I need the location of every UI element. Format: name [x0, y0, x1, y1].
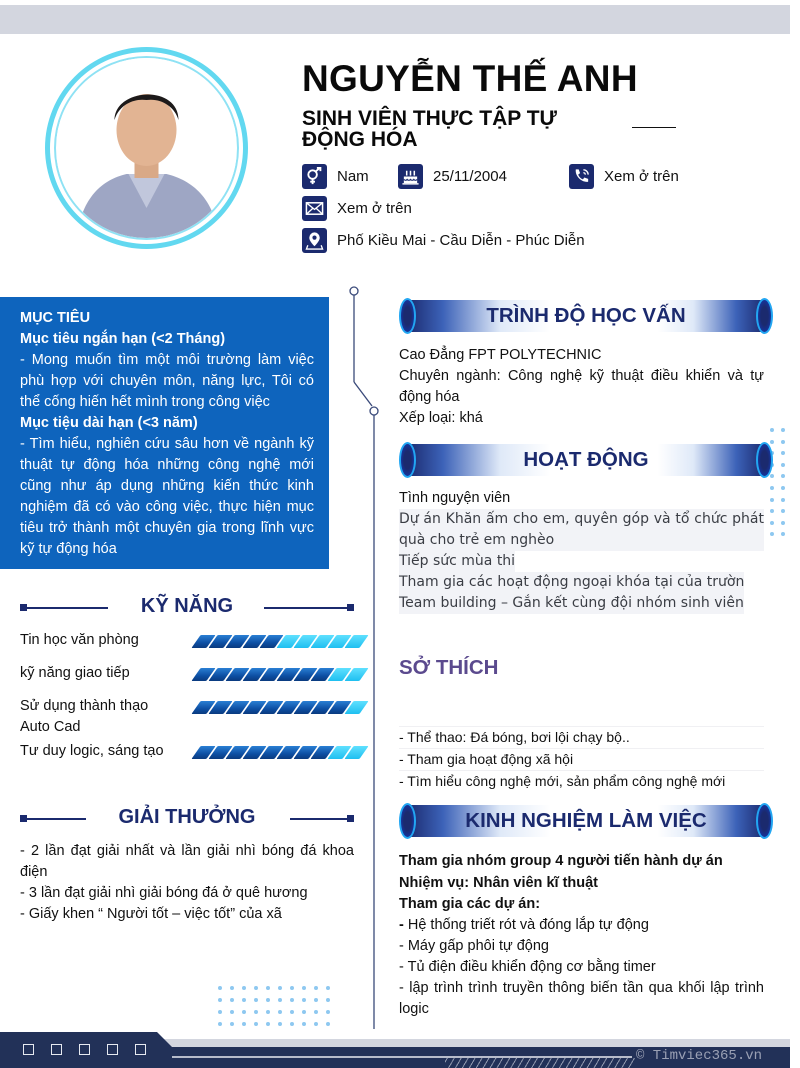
decorative-dot — [266, 986, 270, 990]
footer-hatch — [445, 1058, 635, 1068]
decorative-dot — [254, 986, 258, 990]
address-value: Phố Kiều Mai - Cầu Diễn - Phúc Diễn — [337, 232, 585, 249]
decorative-dot — [770, 521, 774, 525]
objective-long-heading: Mục tiệu dài hạn (<3 năm) — [20, 415, 198, 431]
decorative-dot — [781, 486, 785, 490]
footer-square — [135, 1044, 146, 1055]
decorative-dot — [218, 986, 222, 990]
skill-label: Tư duy logic, sáng tạo — [20, 743, 164, 759]
email-value: Xem ở trên — [337, 200, 412, 217]
awards-list — [20, 841, 354, 925]
candidate-name: NGUYỄN THẾ ANH — [302, 58, 638, 99]
decorative-dot — [278, 1010, 282, 1014]
activity-item: Tham gia các hoạt động ngoại khóa tại của trườn — [399, 572, 744, 593]
decorative-dot — [770, 509, 774, 513]
experience-project: - Máy gấp phôi tự động — [399, 938, 549, 954]
decorative-dot — [781, 474, 785, 478]
education-major: Chuyên ngành: Công nghệ kỹ thuật điều khiển và tự động hóa — [399, 368, 764, 405]
objective-heading: MỤC TIÊU — [20, 310, 91, 326]
experience-body — [399, 850, 764, 1020]
decorative-dot — [781, 463, 785, 467]
decorative-dot — [278, 1022, 282, 1026]
footer-square — [51, 1044, 62, 1055]
skill-bar — [196, 668, 364, 681]
skill-label: Tin học văn phòng — [20, 632, 139, 648]
decorative-dot — [302, 1010, 306, 1014]
footer-square — [79, 1044, 90, 1055]
decorative-dot — [314, 998, 318, 1002]
activity-item: Dự án Khăn ấm cho em, quyên góp và tổ chức phát quà cho trẻ em nghèo — [399, 509, 764, 551]
decorative-dot — [302, 998, 306, 1002]
decorative-dot — [278, 986, 282, 990]
education-school: Cao Đẳng FPT POLYTECHNIC — [399, 347, 602, 363]
footer-square — [23, 1044, 34, 1055]
skill-bar — [196, 635, 364, 648]
decorative-dot — [266, 1010, 270, 1014]
experience-project: - Tủ điện điều khiển động cơ bằng timer — [399, 959, 656, 975]
skill-label: kỹ năng giao tiếp — [20, 665, 130, 681]
decorative-dot — [290, 1010, 294, 1014]
gender-icon — [302, 164, 327, 189]
info-phone — [569, 164, 679, 189]
decorative-dot — [254, 1010, 258, 1014]
footer-accent — [150, 1039, 790, 1047]
decorative-dot — [326, 1010, 330, 1014]
phone-icon — [569, 164, 594, 189]
info-address — [302, 228, 585, 253]
decorative-dot — [278, 998, 282, 1002]
decorative-dot-grid — [218, 986, 330, 1026]
decorative-dot — [218, 1010, 222, 1014]
experience-banner — [399, 803, 773, 839]
experience-lead: Tham gia nhóm group 4 người tiến hành dự án — [399, 853, 723, 869]
skill-label: Sử dụng thành thạo Auto Cad — [20, 698, 149, 735]
hobby-item: - Tham gia hoạt động xã hội — [399, 748, 764, 770]
skill-bar — [196, 701, 364, 714]
footer-squares — [23, 1044, 146, 1055]
skill-bar — [196, 746, 364, 759]
decorative-dot — [770, 532, 774, 536]
decorative-dot — [242, 986, 246, 990]
decorative-dot — [781, 440, 785, 444]
decorative-dot — [290, 986, 294, 990]
info-gender — [302, 164, 369, 189]
education-rank: Xếp loại: khá — [399, 410, 483, 426]
decorative-dot — [781, 509, 785, 513]
activity-role: Tình nguyện viên — [399, 490, 511, 506]
decorative-dot — [242, 1010, 246, 1014]
birthday-cake-icon — [398, 164, 423, 189]
decorative-dot — [230, 1010, 234, 1014]
decorative-dot — [218, 998, 222, 1002]
experience-duty: Nhiệm vụ: Nhân viên kĩ thuật — [399, 875, 598, 891]
hobby-item: - Thể thao: Đá bóng, bơi lội chạy bộ.. — [399, 726, 764, 748]
awards-header — [20, 806, 354, 832]
activities-body — [399, 488, 764, 614]
decorative-dot — [781, 498, 785, 502]
decorative-dot — [770, 428, 774, 432]
decorative-dot — [314, 1010, 318, 1014]
activity-item: Team building – Gắn kết cùng đội nhóm sinh viên — [399, 593, 744, 614]
decorative-dot — [242, 1022, 246, 1026]
award-item: - 3 lần đạt giải nhì giải bóng đá ở quê hương — [20, 885, 308, 901]
award-item: - 2 lần đạt giải nhất và lần giải nhì bóng đá khoa điện — [20, 843, 354, 880]
decorative-dot — [770, 486, 774, 490]
decorative-dot — [302, 1022, 306, 1026]
experience-projects-heading: Tham gia các dự án: — [399, 896, 541, 912]
activities-title: HOẠT ĐỘNG — [523, 448, 649, 471]
top-band — [0, 5, 790, 34]
decorative-dot — [230, 1022, 234, 1026]
hobby-item: - Tìm hiểu công nghệ mới, sản phẩm công nghệ mới — [399, 770, 764, 792]
skills-title: KỸ NĂNG — [140, 595, 234, 617]
decorative-dot — [254, 998, 258, 1002]
decorative-dot — [314, 1022, 318, 1026]
objective-long-text: - Tìm hiểu, nghiên cứu sâu hơn về ngành kỹ thuật tự động hóa những công nghệ mới cũng như áp dụng những kiến thức kinh nghiệm đã có vào công việc, thực hiện mục tiêu trở thành một chuyên gia trong lĩnh vực kỹ tự động hóa — [20, 436, 314, 557]
awards-title: GIẢI THƯỞNG — [118, 806, 256, 828]
education-banner — [399, 298, 773, 334]
experience-project: - Hệ thống triết rót và đóng lắp tự động — [399, 917, 649, 933]
gender-value: Nam — [337, 168, 369, 185]
decorative-dot — [770, 498, 774, 502]
phone-value: Xem ở trên — [604, 168, 679, 185]
decorative-dot — [326, 986, 330, 990]
skills-header — [20, 595, 354, 621]
location-pin-icon — [302, 228, 327, 253]
decorative-dot — [254, 1022, 258, 1026]
decorative-dot — [326, 998, 330, 1002]
decorative-dot — [242, 998, 246, 1002]
decorative-dot — [290, 998, 294, 1002]
decorative-dot — [781, 521, 785, 525]
decorative-dot — [326, 1022, 330, 1026]
experience-project: - lập trình trình truyền thông biến tần qua khối lập trình logic — [399, 980, 764, 1017]
experience-title: KINH NGHIỆM LÀM VIỆC — [465, 809, 707, 832]
decorative-dot — [290, 1022, 294, 1026]
birthday-value: 25/11/2004 — [433, 168, 507, 185]
objective-short-text: - Mong muốn tìm một môi trường làm việc phù hợp với chuyên môn, năng lực, Tôi có thể cống hiến hết mình trong công việc — [20, 352, 314, 410]
objective-short-heading: Mục tiêu ngắn hạn (<2 Tháng) — [20, 331, 226, 347]
decorative-dot — [302, 986, 306, 990]
activity-item: Tiếp sức mùa thi — [399, 551, 515, 572]
objective-section — [0, 297, 329, 569]
decorative-dot — [781, 451, 785, 455]
award-item: - Giấy khen “ Người tốt – việc tốt” của xã — [20, 906, 282, 922]
activities-banner — [399, 442, 773, 478]
footer-brand: © Timviec365.vn — [636, 1048, 763, 1064]
decorative-dot — [266, 998, 270, 1002]
decorative-dot — [218, 1022, 222, 1026]
education-body — [399, 345, 764, 429]
decorative-dot — [266, 1022, 270, 1026]
avatar-photo — [56, 58, 237, 238]
decorative-dot — [230, 986, 234, 990]
footer-square — [107, 1044, 118, 1055]
hobbies-list — [399, 726, 764, 792]
info-birthday — [398, 164, 507, 189]
avatar — [45, 47, 248, 249]
education-title: TRÌNH ĐỘ HỌC VẤN — [486, 304, 686, 327]
job-title: SINH VIÊN THỰC TẬP TỰ ĐỘNG HÓA — [302, 107, 557, 151]
decorative-dot — [230, 998, 234, 1002]
decorative-dot — [781, 428, 785, 432]
decorative-dot — [781, 532, 785, 536]
hobbies-title: SỞ THÍCH — [399, 656, 499, 679]
info-email — [302, 196, 412, 221]
mail-icon — [302, 196, 327, 221]
decorative-dot — [314, 986, 318, 990]
title-underline — [632, 127, 676, 128]
